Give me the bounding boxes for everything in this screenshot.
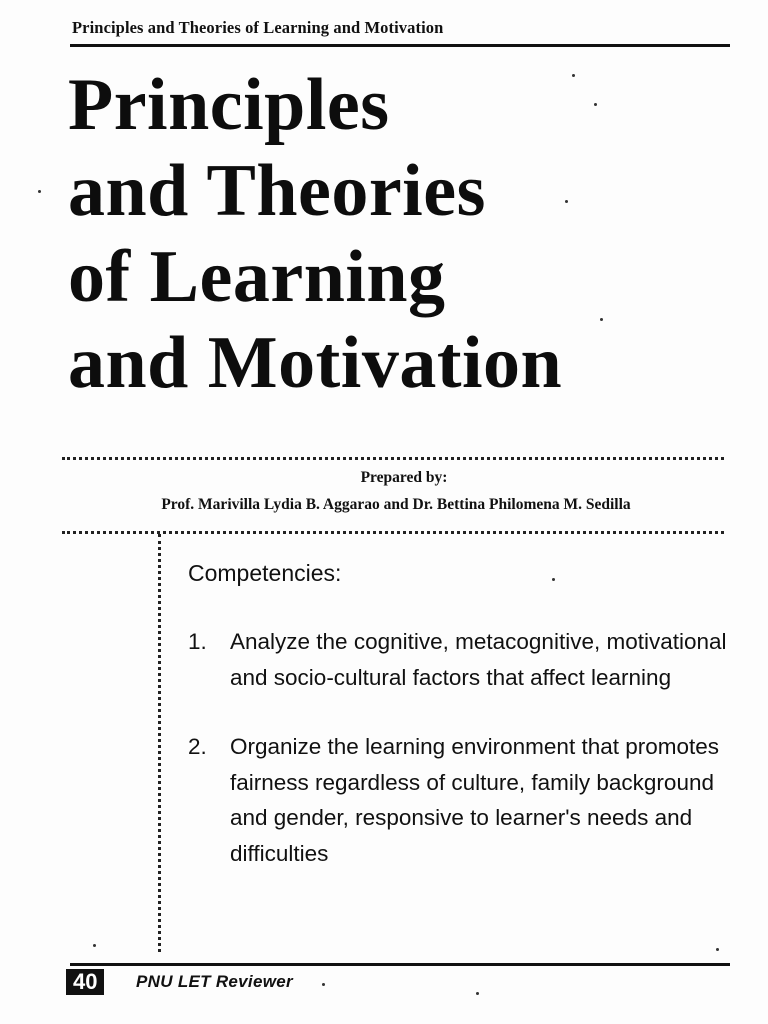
competencies-list: [188, 624, 728, 905]
header-rule: [70, 44, 730, 47]
chapter-title: [68, 62, 562, 406]
dotted-divider-bottom: [62, 531, 724, 534]
list-item: [188, 729, 728, 871]
authors-line: Prof. Marivilla Lydia B. Aggarao and Dr. Bettina Philomena M. Sedilla: [161, 496, 631, 513]
list-item-text: Analyze the cognitive, metacognitive, motivational and socio-cultural factors that affect learning: [230, 629, 727, 690]
page-number: 40: [66, 969, 104, 995]
running-header: Principles and Theories of Learning and Motivation: [72, 18, 444, 37]
list-item-number: 2.: [188, 734, 207, 759]
publication-name: PNU LET Reviewer: [136, 972, 293, 991]
scan-speck: [572, 74, 575, 77]
chapter-title-line-3: of Learning: [68, 236, 446, 318]
list-item-number: 1.: [188, 629, 207, 654]
list-item: [188, 624, 728, 695]
list-item-text: Organize the learning environment that promotes fairness regardless of culture, family background and gender, responsive to learner's needs and difficulties: [230, 734, 720, 866]
scan-speck: [552, 578, 555, 581]
competencies-heading: Competencies:: [188, 560, 342, 586]
scan-speck: [594, 103, 597, 106]
scan-speck: [322, 983, 325, 986]
prepared-by-label: Prepared by:: [360, 469, 448, 486]
footer-rule: [70, 963, 730, 966]
chapter-title-line-4: and Motivation: [68, 322, 563, 404]
scan-speck: [476, 992, 479, 995]
scan-speck: [600, 318, 603, 321]
dotted-side-rule: [158, 534, 161, 952]
chapter-title-line-1: Principles: [68, 64, 390, 146]
scan-speck: [38, 190, 41, 193]
dotted-divider-top: [62, 457, 724, 460]
scan-speck: [716, 948, 719, 951]
scan-speck: [565, 200, 568, 203]
chapter-title-line-2: and Theories: [68, 150, 486, 232]
scan-speck: [93, 944, 96, 947]
